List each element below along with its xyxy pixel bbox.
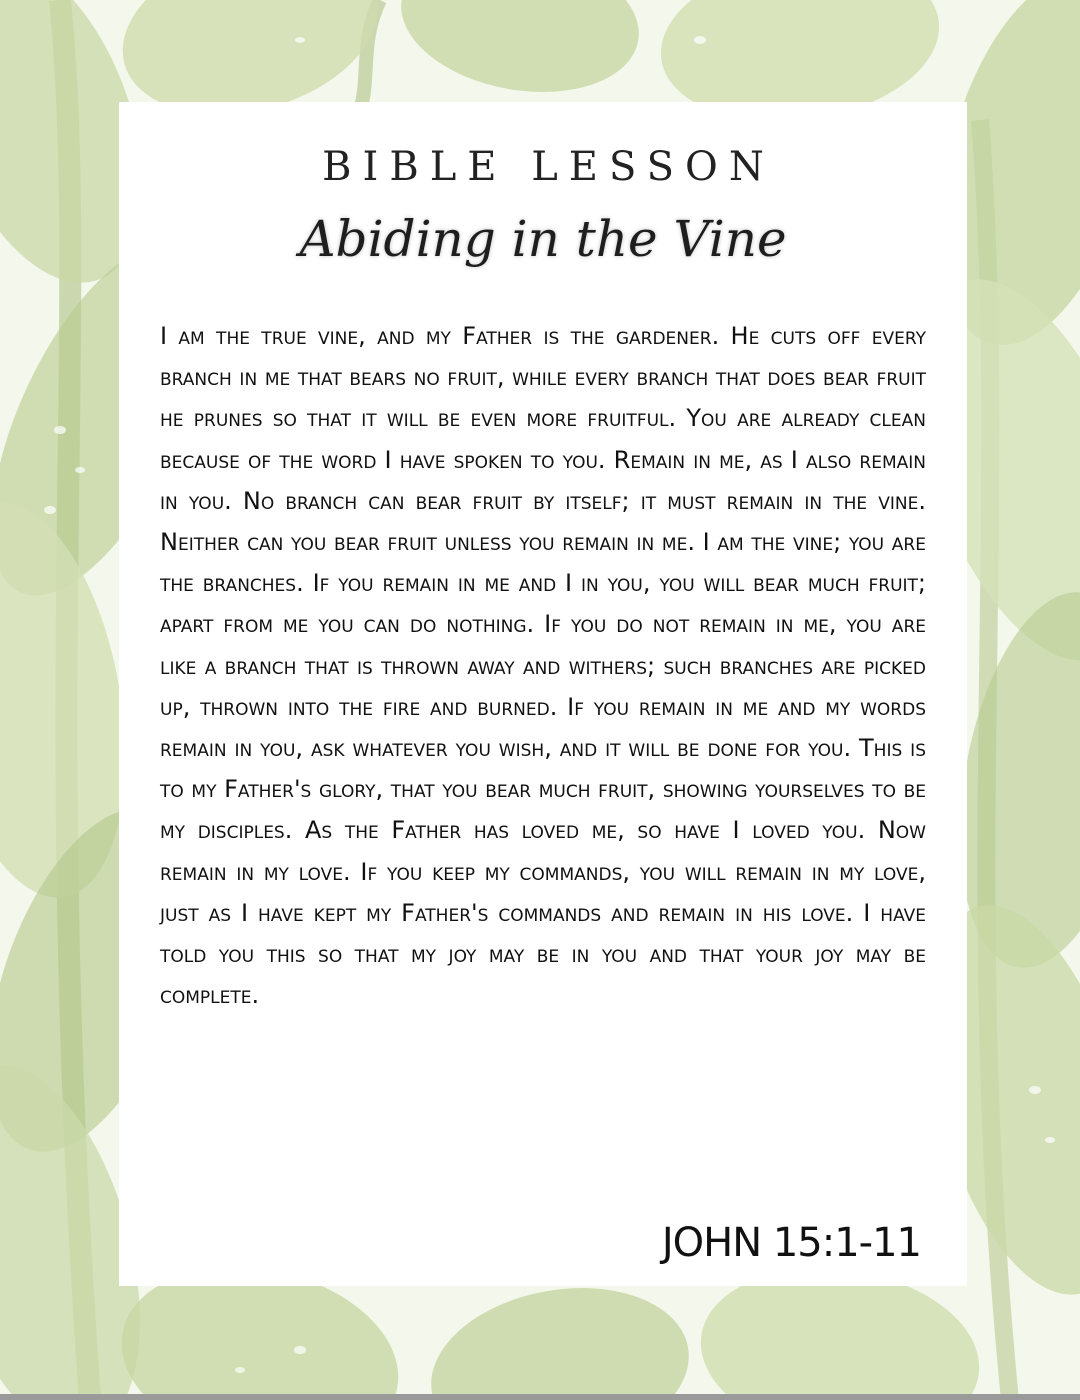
lesson-heading: BIBLE LESSON (322, 144, 775, 190)
scripture-passage: I am the true vine, and my Father is the gardener. He cuts off every branch in me that bears no fruit, while every branch that does bear fruit he prunes so that it will be even more fruitful. You are already clean because of the word I have spoken to you. Remain in me, as I also remain in you. No branch can bear fruit by itself; it must remain in the vine. Neither can you bear fruit unless you remain in me. I am the vine; you are the branches. If you remain in me and I in you, you will bear much fruit; apart from me you can do nothing. If you do not remain in me, you are like a branch that is thrown away and withers; such branches are picked up, thrown into the fire and burned. If you remain in me and my words remain in you, ask whatever you wish, and it will be done for you. This is to my Father's glory, that you bear much fruit, showing yourselves to be my disciples. As the Father has loved me, so have I loved you. Now remain in my love. If you keep my commands, you will remain in my love, just as I have kept my Father's commands and remain in his love. I have told you this so that my joy may be in you and that your joy may be complete. (160, 322, 926, 1010)
page-bottom-edge (0, 1394, 1080, 1400)
lesson-card (119, 102, 967, 1286)
scripture-reference: JOHN 15:1-11 (661, 1220, 921, 1266)
lesson-subtitle: Abiding in the Vine (299, 210, 787, 268)
